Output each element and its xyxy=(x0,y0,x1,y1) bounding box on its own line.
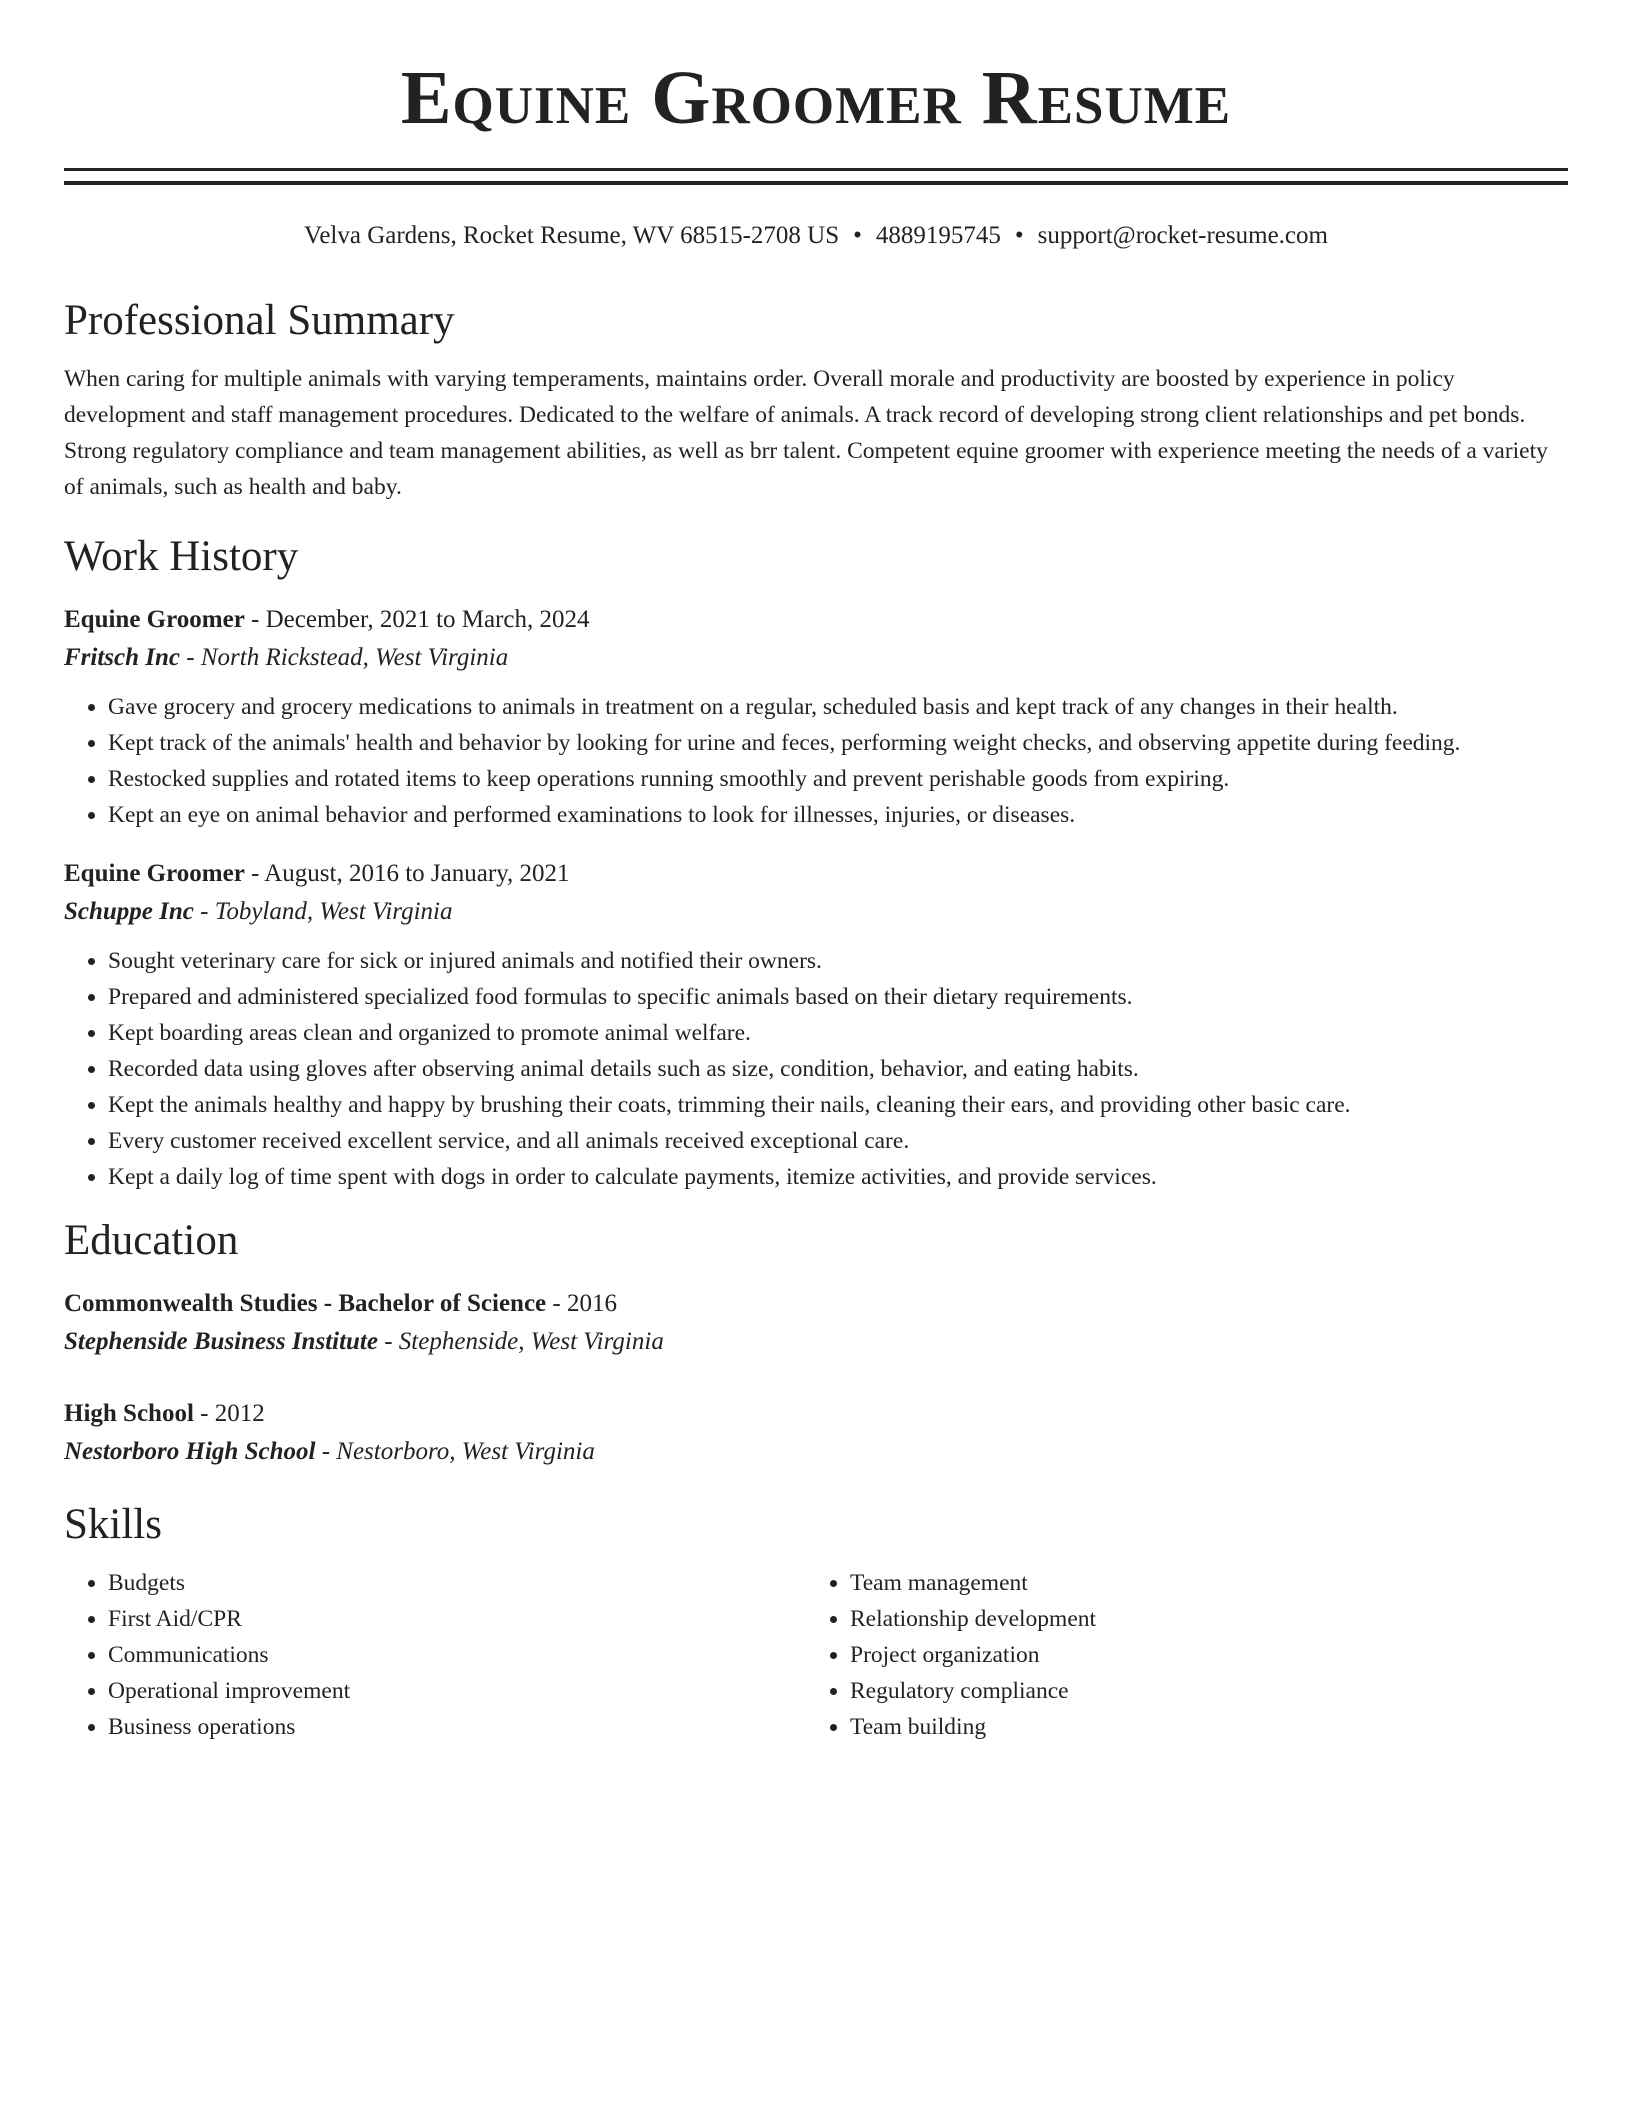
skill-item: • Budgets xyxy=(108,1565,806,1601)
job-location: - Tobyland, West Virginia xyxy=(193,898,453,925)
job-duty: • Gave grocery and grocery medications to animals in treatment on a regular, scheduled basis and kept track of any changes in their health. xyxy=(108,689,1568,725)
education-heading: Education xyxy=(64,1217,239,1264)
job-location: - North Rickstead, West Virginia xyxy=(180,644,509,671)
skills-column-left xyxy=(64,1565,806,1745)
title-divider xyxy=(64,168,1568,185)
education-institution xyxy=(64,1323,1568,1361)
contact-phone: 4889195745 xyxy=(875,222,1001,249)
skill-item: • Business operations xyxy=(108,1709,806,1745)
contact-email: support@rocket-resume.com xyxy=(1037,222,1328,249)
job-dates: - December, 2021 to March, 2024 xyxy=(244,606,590,633)
job-duty: • Recorded data using gloves after observing animal details such as size, condition, behavior, and eating habits. xyxy=(108,1051,1568,1087)
job-duty: • Restocked supplies and rotated items to keep operations running smoothly and prevent perishable goods from expiring. xyxy=(108,761,1568,797)
job-duty: • Every customer received excellent service, and all animals received exceptional care. xyxy=(108,1123,1568,1159)
summary-heading: Professional Summary xyxy=(64,297,455,344)
summary-text: When caring for multiple animals with varying temperaments, maintains order. Overall morale and productivity are boosted by experience in policy development and staff management procedures. Dedicated to the welfare of animals. A track record of developing strong client relationships and pet bonds. Strong regulatory compliance and team management abilities, as well as brr talent. Competent equine groomer with experience meeting the needs of a variety of animals, such as health and baby. xyxy=(64,366,1548,500)
job-duty: • Kept a daily log of time spent with dogs in order to calculate payments, itemize activities, and provide services. xyxy=(108,1159,1568,1195)
job-duty: • Kept the animals healthy and happy by brushing their coats, trimming their nails, cleaning their ears, and providing other basic care. xyxy=(108,1087,1568,1123)
job-header xyxy=(64,855,1568,893)
contact-line xyxy=(64,221,1568,251)
education-header xyxy=(64,1285,1568,1323)
skill-item: • Project organization xyxy=(850,1637,1548,1673)
job-entry xyxy=(64,601,1568,833)
education-entry xyxy=(64,1395,1568,1471)
education-header xyxy=(64,1395,1568,1433)
education-institution xyxy=(64,1433,1568,1471)
job-duty: • Kept track of the animals' health and behavior by looking for urine and feces, performing weight checks, and observing appetite during feeding. xyxy=(108,725,1568,761)
contact-separator: • xyxy=(853,222,862,249)
skill-item: • Team management xyxy=(850,1565,1548,1601)
resume-title: Equine Groomer Resume xyxy=(400,56,1232,140)
job-company: Fritsch Inc xyxy=(64,644,181,671)
skill-item: • First Aid/CPR xyxy=(108,1601,806,1637)
job-duty: • Kept boarding areas clean and organized to promote animal welfare. xyxy=(108,1015,1568,1051)
skill-item: • Regulatory compliance xyxy=(850,1673,1548,1709)
education-location: - Stephenside, West Virginia xyxy=(377,1328,664,1355)
skills-heading: Skills xyxy=(64,1501,162,1548)
job-header xyxy=(64,601,1568,639)
education-location: - Nestorboro, West Virginia xyxy=(315,1438,595,1465)
work-history-heading: Work History xyxy=(64,533,299,580)
skills-column-right xyxy=(806,1565,1548,1745)
education-year: - 2012 xyxy=(193,1400,265,1427)
job-duty: • Sought veterinary care for sick or injured animals and notified their owners. xyxy=(108,943,1568,979)
job-company: Schuppe Inc xyxy=(64,898,194,925)
job-duty: • Kept an eye on animal behavior and performed examinations to look for illnesses, injuries, or diseases. xyxy=(108,797,1568,833)
education-school: Stephenside Business Institute xyxy=(64,1328,378,1355)
job-duty: • Prepared and administered specialized food formulas to specific animals based on their dietary requirements. xyxy=(108,979,1568,1015)
education-degree: High School xyxy=(64,1400,194,1427)
job-employer xyxy=(64,639,1568,677)
job-duties xyxy=(64,689,1568,833)
skill-item: • Relationship development xyxy=(850,1601,1548,1637)
job-employer xyxy=(64,893,1568,931)
education-year: - 2016 xyxy=(546,1290,617,1317)
job-duties xyxy=(64,943,1568,1195)
job-title: Equine Groomer xyxy=(64,860,245,887)
contact-separator: • xyxy=(1014,222,1024,249)
job-dates: - August, 2016 to January, 2021 xyxy=(244,860,570,887)
skill-item: • Communications xyxy=(108,1637,806,1673)
resume-page xyxy=(64,0,1568,1745)
education-degree: Commonwealth Studies - Bachelor of Science xyxy=(64,1290,547,1317)
skills-list xyxy=(64,1565,1568,1745)
education-entry xyxy=(64,1285,1568,1361)
job-title: Equine Groomer xyxy=(64,606,245,633)
contact-address: Velva Gardens, Rocket Resume, WV 68515-2708 US xyxy=(304,222,840,249)
job-entry xyxy=(64,855,1568,1195)
skill-item: • Team building xyxy=(850,1709,1548,1745)
education-school: Nestorboro High School xyxy=(64,1438,316,1465)
skill-item: • Operational improvement xyxy=(108,1673,806,1709)
